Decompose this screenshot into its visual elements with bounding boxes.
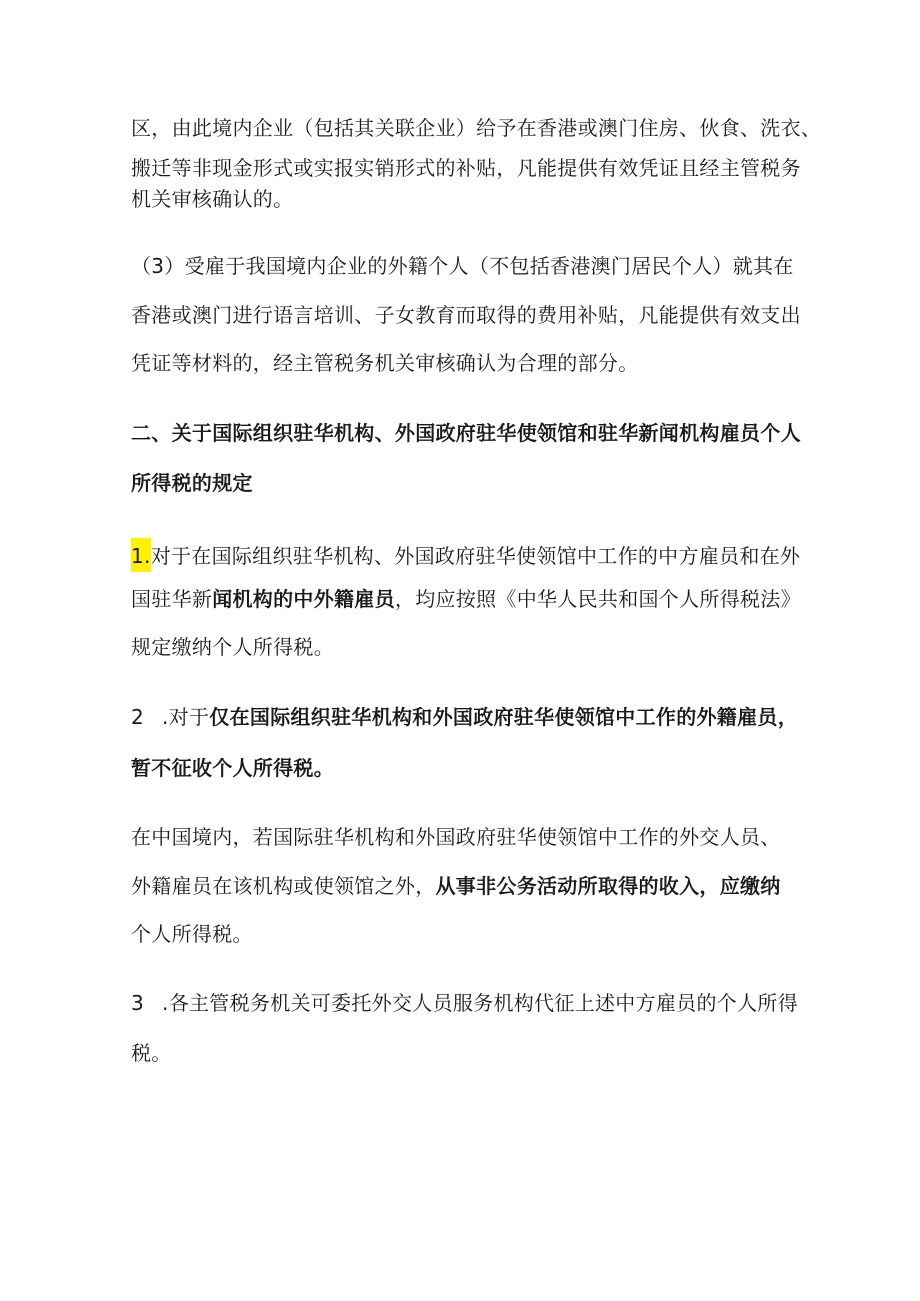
item-3-line <box>131 989 798 1017</box>
item-text: 对于在国际组织驻华机构、外国政府驻华使领馆中工作的中方雇员和在外 <box>150 544 801 568</box>
item-number: 3 <box>131 991 145 1015</box>
paragraph-line: （3）受雇于我国境内企业的外籍个人（不包括香港澳门居民个人）就其在 <box>131 254 794 278</box>
paragraph-line: 凭证等材料的，经主管税务机关审核确认为合理的部分。 <box>131 351 639 375</box>
section-heading: 所得税的规定 <box>131 471 253 495</box>
item-1-line: 规定缴纳个人所得税。 <box>131 635 334 659</box>
item-text: 国驻华新 <box>131 587 213 611</box>
paragraph-line: 香港或澳门进行语言培训、子女教育而取得的费用补贴，凡能提供有效支出 <box>131 303 801 327</box>
paragraph-bold-text: 从事非公务活动所取得的收入，应缴纳 <box>435 874 781 898</box>
highlighted-number: 1. <box>131 538 151 572</box>
section-heading: 二、关于国际组织驻华机构、外国政府驻华使领馆和驻华新闻机构雇员个人 <box>131 421 801 445</box>
item-bold-text: 闻机构的中外籍雇员 <box>212 587 395 611</box>
item-1-line <box>131 538 800 572</box>
item-1-line <box>131 585 801 613</box>
item-text: .各主管税务机关可委托外交人员服务机构代征上述中方雇员的个人所得 <box>162 991 798 1015</box>
item-2-line <box>131 703 798 731</box>
paragraph-text: 外籍雇员在该机构或使领馆之外， <box>131 874 436 898</box>
paragraph-line: 在中国境内，若国际驻华机构和外国政府驻华使领馆中工作的外交人员、 <box>131 825 781 849</box>
paragraph-line <box>131 872 781 900</box>
item-number: 2 <box>131 705 145 729</box>
item-2-line: 暂不征收个人所得税。 <box>131 756 334 780</box>
item-3-line: 税。 <box>131 1041 172 1065</box>
paragraph-line: 个人所得税。 <box>131 922 253 946</box>
item-bold-text: 仅在国际组织驻华机构和外国政府驻华使领馆中工作的外籍雇员， <box>209 705 798 729</box>
paragraph-line: 区，由此境内企业（包括其关联企业）给予在香港或澳门住房、伙食、洗衣、 <box>131 116 822 140</box>
paragraph-line: 机关审核确认的。 <box>131 187 294 211</box>
paragraph-line: 搬迁等非现金形式或实报实销形式的补贴，凡能提供有效凭证且经主管税务 <box>131 156 801 180</box>
item-text: .对于 <box>162 705 210 729</box>
item-text: ，均应按照《中华人民共和国个人所得税法》 <box>394 587 801 611</box>
